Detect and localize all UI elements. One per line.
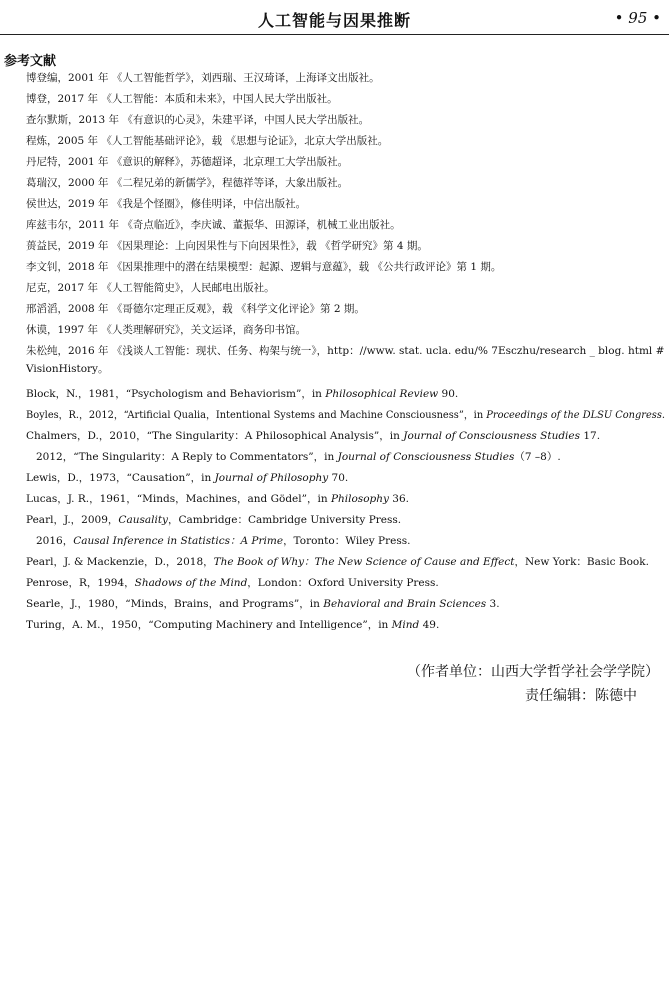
reference-item: 朱松纯，2016 年 《浅谈人工智能：现状、任务、构架与统一》，http：//www. stat. ucla. edu/% 7Esczhu/research _ blog. html #: [26, 345, 665, 357]
page-number: • 95 •: [614, 9, 661, 27]
reference-item: 侯世达，2019 年 《我是个怪圈》，修佳明译，中信出版社。: [26, 198, 307, 210]
reference-item: 查尔默斯，2013 年 《有意识的心灵》，朱建平译，中国人民大学出版社。: [26, 114, 370, 126]
reference-item: Penrose，R，1994，Shadows of the Mind，London：Oxford University Press.: [26, 577, 439, 589]
responsible-editor: 责任编辑：陈德中: [525, 688, 637, 704]
reference-item: 尼克，2017 年 《人工智能简史》，人民邮电出版社。: [26, 282, 275, 294]
running-header: [0, 0, 669, 34]
author-affiliation: （作者单位：山西大学哲学社会学学院）: [407, 664, 659, 680]
reference-item: 程炼，2005 年 《人工智能基础评论》，载 《思想与论证》，北京大学出版社。: [26, 135, 389, 147]
reference-item: Lucas，J. R.，1961，“Minds，Machines，and Gödel”，in Philosophy 36.: [26, 493, 409, 505]
reference-item: 2012，“The Singularity：A Reply to Commentators”，in Journal of Consciousness Studies（7 –8）.: [36, 451, 561, 463]
reference-item: Lewis，D.，1973，“Causation”，in Journal of Philosophy 70.: [26, 472, 349, 484]
reference-item: 邢滔滔，2008 年 《哥德尔定理正反观》，载 《科学文化评论》第 2 期。: [26, 303, 365, 315]
reference-item: 库兹韦尔，2011 年 《奇点临近》，李庆诚、董振华、田源译，机械工业出版社。: [26, 219, 401, 231]
reference-item: 李文钊，2018 年 《因果推理中的潜在结果模型：起源、逻辑与意蕴》，载 《公共行政评论》第 1 期。: [26, 261, 502, 273]
reference-item: 丹尼特，2001 年 《意识的解释》，苏德超译，北京理工大学出版社。: [26, 156, 349, 168]
reference-item: 休谟，1997 年 《人类理解研究》，关文运译，商务印书馆。: [26, 324, 307, 336]
reference-item-continuation: VisionHistory。: [26, 363, 109, 375]
reference-item: 2016，Causal Inference in Statistics：A Prime，Toronto：Wiley Press.: [36, 535, 411, 547]
reference-item: Pearl，J. & Mackenzie，D.，2018，The Book of Why：The New Science of Cause and Effect，New York：Basic Book.: [26, 556, 649, 568]
reference-item: 博登编，2001 年 《人工智能哲学》，刘西瑞、王汉琦译，上海译文出版社。: [26, 72, 380, 84]
reference-item: 蒉益民，2019 年 《因果理论：上向因果性与下向因果性》，载 《哲学研究》第 4 期。: [26, 240, 428, 252]
running-title: 人工智能与因果推断: [257, 11, 411, 30]
reference-item: 葛瑞汉，2000 年 《二程兄弟的新儒学》，程德祥等译，大象出版社。: [26, 177, 349, 189]
reference-item: Boyles，R.，2012，“Artificial Qualia，Intentional Systems and Machine Consciousness”，in Proceedings of the DLSU Congress.: [26, 409, 666, 421]
reference-item: Searle，J.，1980，“Minds，Brains，and Programs”，in Behavioral and Brain Sciences 3.: [26, 598, 500, 610]
reference-item: Turing，A. M.，1950，“Computing Machinery and Intelligence”，in Mind 49.: [26, 619, 440, 631]
reference-item: 博登，2017 年 《人工智能：本质和未来》，中国人民大学出版社。: [26, 93, 338, 105]
reference-item: Chalmers，D.，2010，“The Singularity：A Philosophical Analysis”，in Journal of Consciousness Studies 17.: [26, 430, 601, 442]
reference-item: Block，N.，1981，“Psychologism and Behaviorism”，in Philosophical Review 90.: [26, 388, 459, 400]
header-divider: [0, 34, 669, 35]
reference-item: Pearl，J.，2009，Causality，Cambridge：Cambridge University Press.: [26, 514, 402, 526]
references-heading: 参考文献: [4, 54, 57, 69]
